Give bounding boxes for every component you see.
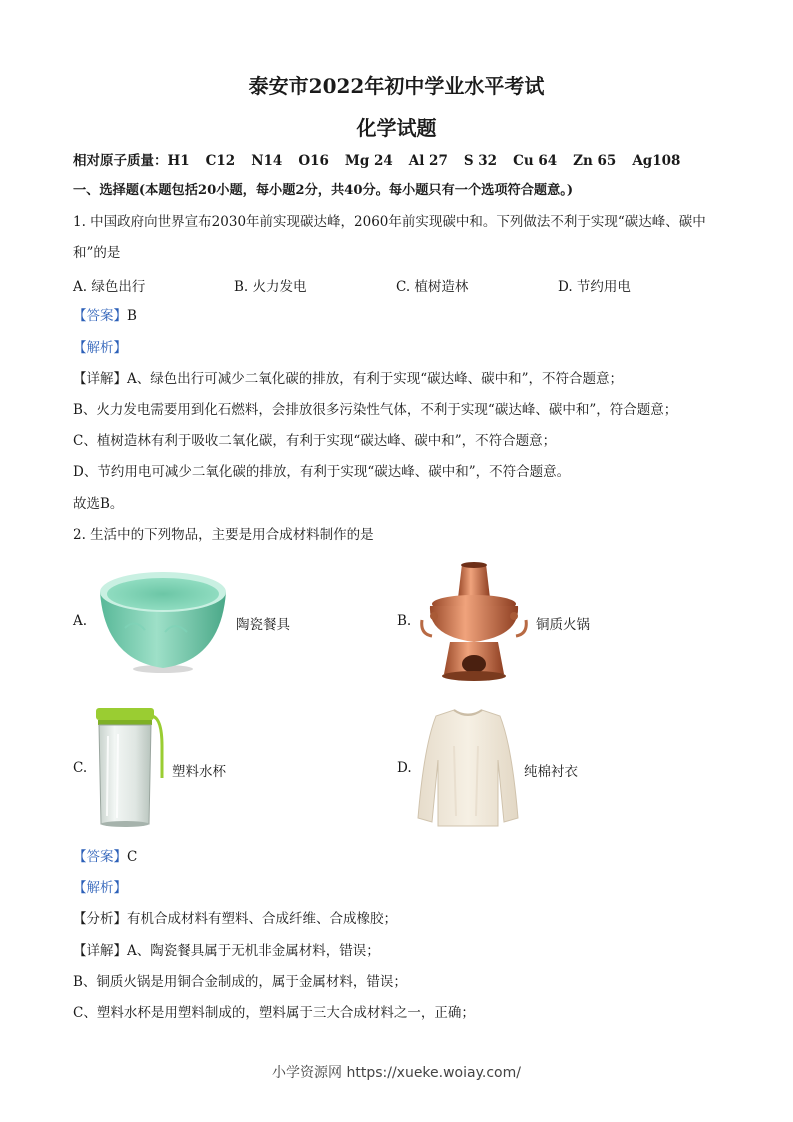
- q2-fenxi-line: [73, 909, 397, 929]
- atomic-mass-item: H1: [167, 153, 190, 169]
- page-title: 泰安市2022年初中学业水平考试: [248, 74, 545, 98]
- detail-tag: 【详解】: [73, 371, 127, 387]
- q1-detail-line: [73, 369, 623, 389]
- atomic-mass-label: 相对原子质量：: [73, 153, 168, 169]
- q2-option-d-label: 纯棉衬衣: [524, 764, 578, 780]
- copper-hotpot-image: [416, 560, 532, 682]
- q2-stem: 2. 生活中的下列物品，主要是用合成材料制作的是: [73, 527, 374, 543]
- q1-option-a: A. 绿色出行: [73, 279, 146, 295]
- q1-stem-line1: 1. 中国政府向世界宣布2030年前实现碳达峰，2060年前实现碳中和。下列做法不利于实现“碳达峰、碳中: [73, 214, 706, 230]
- q2-detail-line: B、铜质火锅是用铜合金制成的，属于金属材料，错误；: [73, 974, 407, 990]
- atomic-mass-item: Mg 24: [344, 153, 393, 169]
- atomic-mass-line: [73, 151, 696, 171]
- page-footer: 小学资源网 https://xueke.woiay.com/: [272, 1065, 521, 1081]
- answer-value: B: [127, 308, 137, 324]
- section-heading: 一、选择题(本题包括20小题，每小题2分，共40分。每小题只有一个选项符合题意。): [73, 183, 574, 198]
- plastic-cup-image: [92, 706, 166, 830]
- q2-option-b-label: 铜质火锅: [536, 617, 590, 633]
- cotton-shirt-image: [414, 706, 522, 830]
- fenxi-tag: 【分析】: [73, 911, 127, 927]
- detail-tag: 【详解】: [73, 943, 127, 959]
- atomic-mass-item: Ag108: [632, 153, 681, 169]
- atomic-mass-item: C12: [205, 153, 236, 169]
- q2-detail-line: [73, 941, 380, 961]
- fenxi-text: 有机合成材料有塑料、合成纤维、合成橡胶；: [127, 911, 397, 927]
- q2-answer: [73, 847, 137, 867]
- q2-option-c-label: 塑料水杯: [172, 764, 226, 780]
- q2-option-c-letter: C.: [73, 760, 88, 776]
- q1-analysis-tag: 【解析】: [73, 340, 127, 356]
- q2-option-b-letter: B.: [397, 613, 412, 629]
- q1-detail-line: D、节约用电可减少二氧化碳的排放，有利于实现“碳达峰、碳中和”，不符合题意。: [73, 464, 571, 480]
- page-subtitle: 化学试题: [356, 116, 437, 140]
- q1-detail-line: B、火力发电需要用到化石燃料，会排放很多污染性气体，不利于实现“碳达峰、碳中和”，符合题意；: [73, 402, 678, 418]
- atomic-mass-item: Al 27: [408, 153, 448, 169]
- q1-option-d: D. 节约用电: [558, 279, 631, 295]
- answer-value: C: [127, 849, 138, 865]
- atomic-mass-item: O16: [298, 153, 329, 169]
- q1-detail-line: C、植树造林有利于吸收二氧化碳，有利于实现“碳达峰、碳中和”，不符合题意；: [73, 433, 557, 449]
- q2-option-d-letter: D.: [397, 760, 412, 776]
- atomic-mass-item: Cu 64: [513, 153, 558, 169]
- answer-tag: 【答案】: [73, 308, 127, 324]
- q1-stem-line2: 和”的是: [73, 245, 121, 261]
- q2-analysis-tag: 【解析】: [73, 880, 127, 896]
- q1-answer: [73, 306, 137, 326]
- answer-tag: 【答案】: [73, 849, 127, 865]
- q2-option-a-label: 陶瓷餐具: [236, 617, 290, 633]
- atomic-mass-item: S 32: [463, 153, 498, 169]
- detail-text: A、陶瓷餐具属于无机非金属材料，错误；: [127, 943, 380, 959]
- detail-text: A、绿色出行可减少二氧化碳的排放，有利于实现“碳达峰、碳中和”，不符合题意；: [127, 371, 624, 387]
- atomic-mass-item: N14: [251, 153, 283, 169]
- q2-detail-line: C、塑料水杯是用塑料制成的，塑料属于三大合成材料之一，正确；: [73, 1005, 475, 1021]
- q2-option-a-letter: A.: [73, 613, 88, 629]
- ceramic-bowl-image: [95, 568, 231, 674]
- q1-option-c: C. 植树造林: [396, 279, 469, 295]
- q1-option-b: B. 火力发电: [234, 279, 307, 295]
- atomic-mass-item: Zn 65: [573, 153, 617, 169]
- q1-conclusion: 故选B。: [73, 496, 124, 512]
